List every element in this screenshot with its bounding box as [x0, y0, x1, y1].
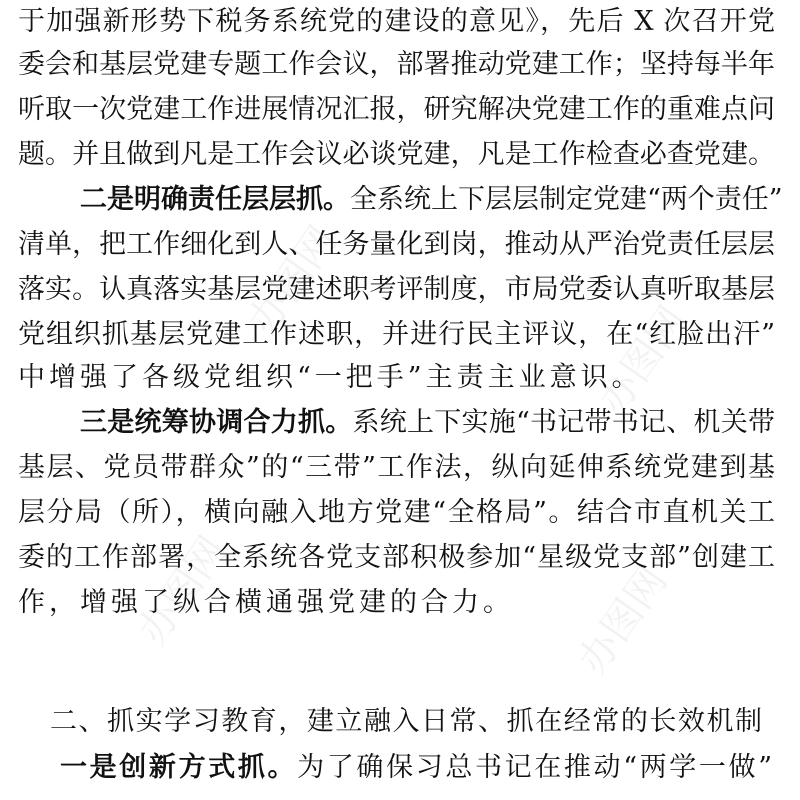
- watermark: 办图网: [239, 218, 347, 343]
- text-line: 作，增强了纵合横通强党建的合力。: [18, 587, 514, 618]
- text-line: 题。并且做到凡是工作会议必谈党建，凡是工作检查必查党建。: [18, 139, 775, 170]
- section-heading: 二、抓实学习教育，建立融入日常、抓在经常的长效机制: [50, 706, 762, 737]
- text-line: 党组织抓基层党建工作述职，并进行民主评议，在“红脸出汗”: [18, 319, 775, 350]
- text-line: 层分局（所），横向融入地方党建“全格局”。结合市直机关工: [18, 497, 775, 528]
- text-span: 系统上下实施“书记带书记、机关带: [352, 407, 775, 438]
- text-line: 基层、党员带群众”的“三带”工作法，纵向延伸系统党建到基: [18, 452, 775, 483]
- paragraph-lead: 三是统筹协调合力抓。: [80, 407, 353, 438]
- watermark: 办图网: [589, 298, 697, 423]
- text-span: 全系统上下层层制定党建“两个责任”: [350, 184, 783, 215]
- text-line: 委会和基层党建专题工作会议，部署推动党建工作；坚持每半年: [18, 49, 775, 80]
- text-line: [80, 405, 775, 441]
- text-line: [80, 182, 783, 218]
- watermark: 办图网: [569, 558, 677, 683]
- text-line: 中增强了各级党组织“一把手”主责主业意识。: [18, 362, 643, 393]
- paragraph-lead: 一是创新方式抓。: [60, 752, 298, 783]
- text-line: 清单，把工作细化到人、任务量化到岗，推动从严治党责任层层: [18, 229, 775, 260]
- watermark: 办图网: [129, 528, 237, 653]
- text-line: [60, 750, 772, 786]
- text-line: 于加强新形势下税务系统党的建设的意见》，先后 X 次召开党: [18, 6, 775, 37]
- text-line: 委的工作部署，全系统各党支部积极参加“星级党支部”创建工: [18, 542, 775, 573]
- paragraph-lead: 二是明确责任层层抓。: [80, 184, 350, 215]
- text-span: 为了确保习总书记在推动“两学一做”: [297, 752, 773, 783]
- text-line: 听取一次党建工作进展情况汇报，研究解决党建工作的重难点问: [18, 94, 775, 125]
- text-line: 落实。认真落实基层党建述职考评制度，市局党委认真听取基层: [18, 274, 775, 305]
